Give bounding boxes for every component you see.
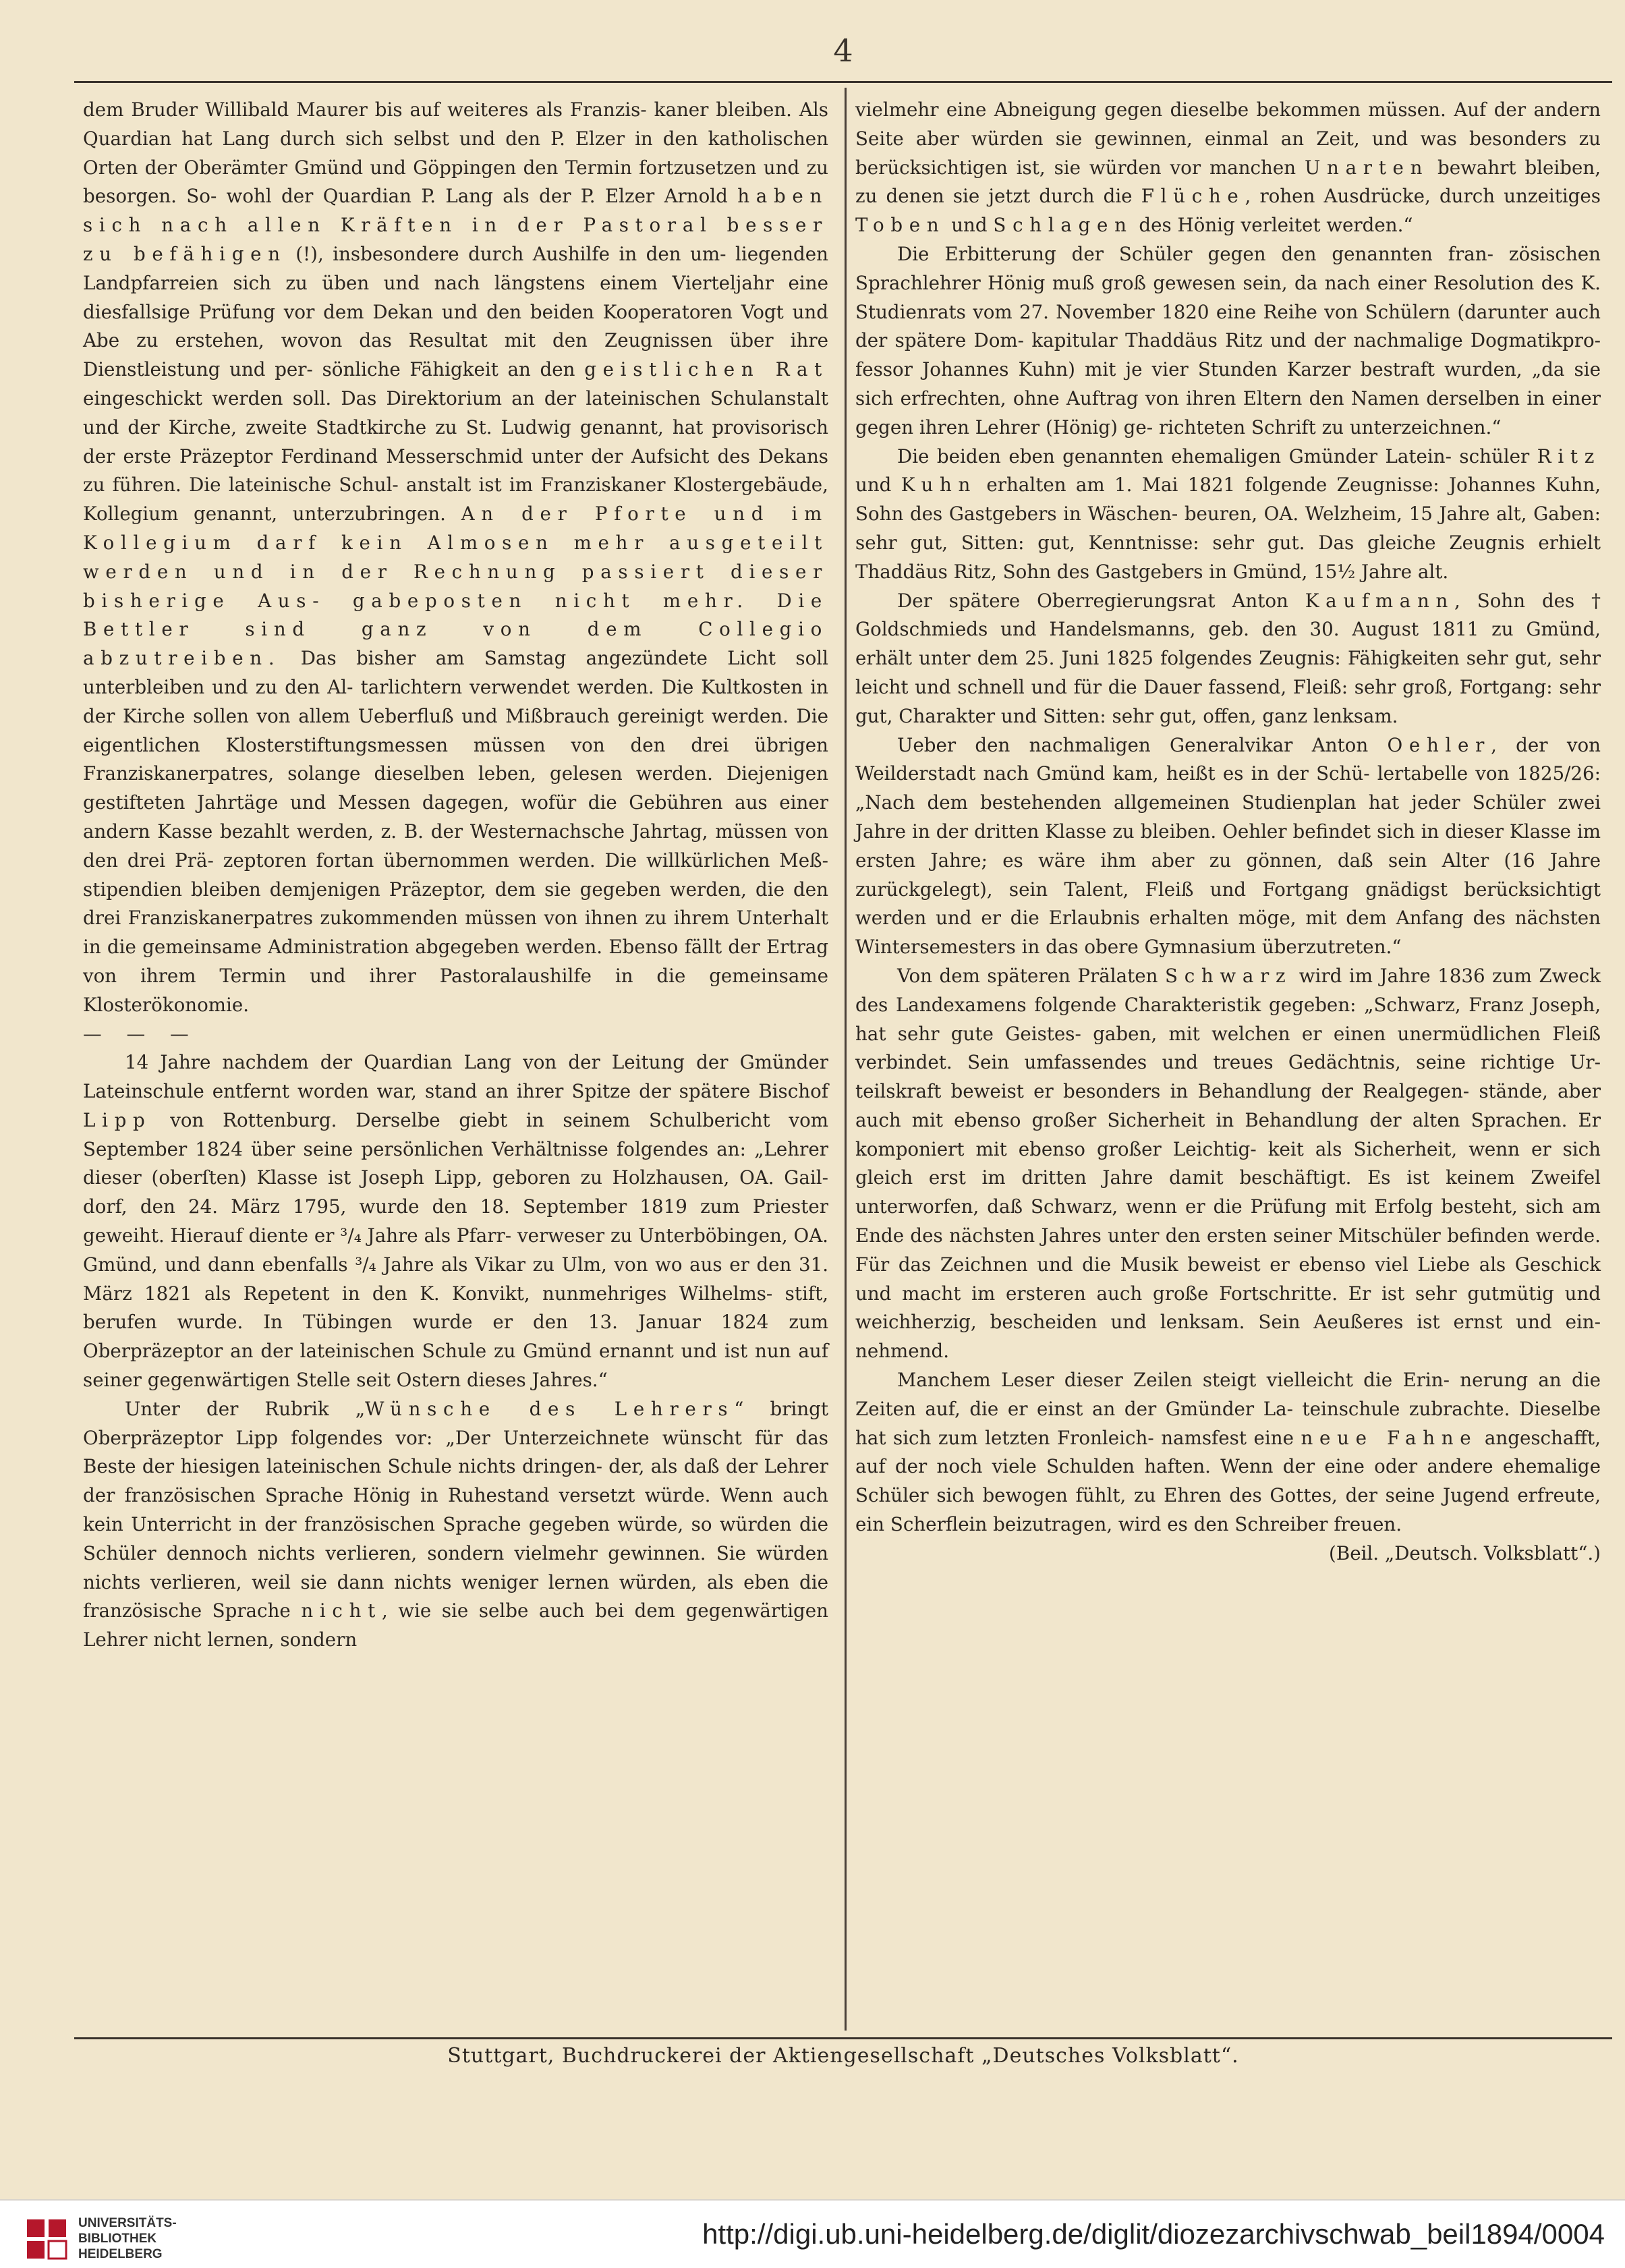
column-divider bbox=[845, 88, 847, 2031]
right-column bbox=[855, 96, 1601, 1568]
paragraph: dem Bruder Willibald Maurer bis auf weiteres als Franzis- kaner bleiben. Als Quardian hat Lang durch sich selbst und den P. Elzer in den katholischen Orten der Oberämter Gmünd und Göppingen den Termin fortzusetzen und zu besorgen. So- wohl der Quardian P. Lang als der P. Elzer Arnold haben sich nach allen Kräften in der Pastoral besser zu befähigen (!), insbesondere durch Aushilfe in den um- liegenden Landpfarreien sich zu üben und nach längstens einem Vierteljahr eine diesfallsige Prüfung vor dem Dekan und den beiden Kooperatoren Vogt und Abe zu erstehen, wovon das Resultat mit den Zeugnissen über ihre Dienstleistung und per- sönliche Fähigkeit an den geistlichen Rat eingeschickt werden soll. Das Direktorium an der lateinischen Schulanstalt und der Kirche, zweite Stadtkirche zu St. Ludwig genannt, hat provisorisch der erste Präzeptor Ferdinand Messerschmid unter der Aufsicht des Dekans zu führen. Die lateinische Schul- anstalt ist im Franziskaner Klostergebäude, Kollegium genannt, unterzubringen. An der Pforte und im Kollegium darf kein Almosen mehr ausgeteilt werden und in der Rechnung passiert dieser bisherige Aus- gabeposten nicht mehr. Die Bettler sind ganz von dem Collegio abzutreiben. Das bisher am Samstag angezündete Licht soll unterbleiben und zu den Al- tarlichtern verwendet werden. Die Kultkosten in der Kirche sollen von allem Ueberfluß und Mißbrauch gereinigt werden. Die eigentlichen Klosterstiftungsmessen müssen von den drei übrigen Franziskanerpatres, solange dieselben leben, gelesen werden. Diejenigen gestifteten Jahrtäge und Messen dagegen, wofür die Gebühren aus einer andern Kasse bezahlt werden, z. B. der Westernachsche Jahrtag, müssen von den drei Prä- zeptoren fortan übernommen werden. Die willkürlichen Meß- stipendien bleiben demjenigen Präzeptor, dem sie gegeben werden, die den drei Franziskanerpatres zukommenden müssen von ihnen zu ihrem Unterhalt in die gemeinsame Administration abgegeben werden. Ebenso fällt der Ertrag von ihrem Termin und ihrer Pastoralaushilfe in die gemeinsame Klosterökonomie. bbox=[83, 98, 828, 1016]
source-url-link[interactable]: http://digi.ub.uni-heidelberg.de/diglit/diozezarchivschwab_beil1894/0004 bbox=[702, 2218, 1605, 2250]
paragraph: vielmehr eine Abneigung gegen dieselbe bekommen müssen. Auf der andern Seite aber würden sie gewinnen, einmal an Zeit, und was besonders zu berücksichtigen ist, sie würden vor manchen Unarten bewahrt bleiben, zu denen sie jetzt durch die Flüche, rohen Ausdrücke, durch unzeitiges Toben und Schlagen des Hönig verleitet werden.“ bbox=[855, 98, 1601, 237]
footer-rule bbox=[74, 2037, 1612, 2039]
printer-imprint: Stuttgart, Buchdruckerei der Aktiengesellschaft „Deutsches Volksblatt“. bbox=[447, 2044, 1239, 2068]
paragraph: Manchem Leser dieser Zeilen steigt vielleicht die Erin- nerung an die Zeiten auf, die er einst an der Gmünder La- teinschule zubrachte. Dieselbe hat sich zum letzten Fronleich- namsfest eine neue Fahne angeschafft, auf der noch viele Schulden haften. Wenn der eine oder andere ehemalige Schüler sich bewogen fühlt, zu Ehren des Gottes, der seine Jugend erfreute, ein Scherflein beizutragen, wird es den Schreiber freuen. (Beil. „Deutsch. Volksblatt“.) bbox=[855, 1366, 1601, 1539]
paragraph: 14 Jahre nachdem der Quardian Lang von der Leitung der Gmünder Lateinschule entfernt worden war, stand an ihrer Spitze der spätere Bischof Lipp von Rottenburg. Derselbe giebt in seinem Schulbericht vom September 1824 über seine persönlichen Verhältnisse folgendes an: „Lehrer dieser (oberſten) Klasse ist Joseph Lipp, geboren zu Holzhausen, OA. Gail- dorf, den 24. März 1795, wurde den 18. September 1819 zum Priester geweiht. Hierauf diente er ³/₄ Jahre als Pfarr- verweser zu Unterböbingen, OA. Gmünd, und dann ebenfalls ³/₄ Jahre als Vikar zu Ulm, von wo aus er den 31. März 1821 als Repetent in den K. Konvikt, nunmehriges Wilhelms- stift, berufen wurde. In Tübingen wurde er den 13. Januar 1824 zum Oberpräzeptor an der lateinischen Schule zu Gmünd ernannt und ist nun auf seiner gegenwärtigen Stelle seit Ostern dieses Jahres.“ bbox=[83, 1051, 828, 1392]
paragraph: Die Erbitterung der Schüler gegen den genannten fran- zösischen Sprachlehrer Hönig muß groß gewesen sein, da nach einer Resolution des K. Studienrats vom 27. November 1820 eine Reihe von Schülern (darunter auch der spätere Dom- kapitular Thaddäus Ritz und der nachmalige Dogmatikpro- fessor Johannes Kuhn) mit je vier Stunden Karzer bestraft wurden, „da sie sich erfrechten, ohne Auftrag von ihren Eltern den Namen derselben in einer gegen ihren Lehrer (Hönig) ge- richteten Schrift zu unterzeichnen.“ bbox=[855, 242, 1601, 438]
header-rule bbox=[74, 81, 1612, 83]
paragraph: Von dem späteren Prälaten Schwarz wird im Jahre 1836 zum Zweck des Landexamens folgende Charakteristik gegeben: „Schwarz, Franz Joseph, hat sehr gute Geistes- gaben, mit welchen er einen unermüdlichen Fleiß verbindet. Sein umfassendes und treues Gedächtnis, seine richtige Ur- teilskraft beweist er besonders in Behandlung der Realgegen- stände, aber auch mit ebenso großer Sicherheit in Behandlung der alten Sprachen. Er komponiert mit ebenso großer Leichtig- keit als Sicherheit, wenn er sich gleich erst im dritten Jahre damit beschäftigt. Es ist keinem Zweifel unterworfen, daß Schwarz, wenn er die Prüfung mit Erfolg besteht, sich am Ende des nächsten Jahres unter den ersten seiner Mitschüler befinden werde. Für das Zeichnen und die Musik beweist er ebenso viel Liebe als Geschick und macht im ersteren auch große Fortschritte. Er ist sehr gutmütig und weichherzig, bescheiden und lenksam. Sein Aeußeres ist ernst und ein- nehmend. bbox=[855, 964, 1601, 1363]
source-citation: (Beil. „Deutsch. Volksblatt“.) bbox=[1329, 1541, 1601, 1564]
paragraph: Der spätere Oberregierungsrat Anton Kaufmann, Sohn des † Goldschmieds und Handelsmanns, geb. den 30. August 1811 zu Gmünd, erhält unter dem 25. Juni 1825 folgendes Zeugnis: Fähigkeiten sehr gut, sehr leicht und schnell und für die Dauer fassend, Fleiß: sehr groß, Fortgang: sehr gut, Charakter und Sitten: sehr gut, offen, ganz lenksam. bbox=[855, 589, 1601, 727]
library-name: UNIVERSITÄTS- BIBLIOTHEK HEIDELBERG bbox=[78, 2216, 177, 2261]
paragraph: Unter der Rubrik „Wünsche des Lehrers“ bringt Oberpräzeptor Lipp folgendes vor: „Der Unterzeichnete wünscht für das Beste der hiesigen lateinischen Schule nichts dringen- der, als daß der Lehrer der französischen Sprache Hönig in Ruhestand versetzt würde. Wenn auch kein Unterricht in der französischen Sprache gegeben würde, so würden die Schüler dennoch nichts verlieren, sondern vielmehr gewinnen. Sie würden nichts verlieren, weil sie dann nichts weniger lernen würden, als eben die französische Sprache nicht, wie sie selbe auch bei dem gegenwärtigen Lehrer nicht lernen, sondern bbox=[83, 1397, 829, 1651]
section-separator: — — — bbox=[83, 1022, 198, 1045]
paragraph: Die beiden eben genannten ehemaligen Gmünder Latein- schüler Ritz und Kuhn erhalten am 1. Mai 1821 folgende Zeugnisse: Johannes Kuhn, Sohn des Gastgebers in Wäschen- beuren, OA. Welzheim, 15 Jahre alt, Gaben: sehr gut, Sitten: gut, Kenntnisse: sehr gut. Das gleiche Zeugnis erhielt Thaddäus Ritz, Sohn des Gastgebers in Gmünd, 15½ Jahre alt. bbox=[855, 445, 1601, 583]
paragraph: Ueber den nachmaligen Generalvikar Anton Oehler, der von Weilderstadt nach Gmünd kam, heißt es in der Schü- lertabelle von 1825/26: „Nach dem bestehenden allgemeinen Studienplan hat jeder Schüler zwei Jahre in der dritten Klasse zu bleiben. Oehler befindet sich in dieser Klasse im ersten Jahre; es wäre ihm aber zu gönnen, daß sein Alter (16 Jahre zurückgelegt), sein Talent, Fleiß und Fortgang gnädigst berücksichtigt werden und er die Erlaubnis erhalten möge, mit dem Anfang des nächsten Wintersemesters in das obere Gymnasium überzutreten.“ bbox=[855, 733, 1601, 959]
university-library-logo-icon bbox=[27, 2219, 67, 2260]
page-number: 4 bbox=[833, 32, 853, 69]
left-column bbox=[83, 96, 828, 1655]
digitization-footer bbox=[0, 2199, 1625, 2268]
